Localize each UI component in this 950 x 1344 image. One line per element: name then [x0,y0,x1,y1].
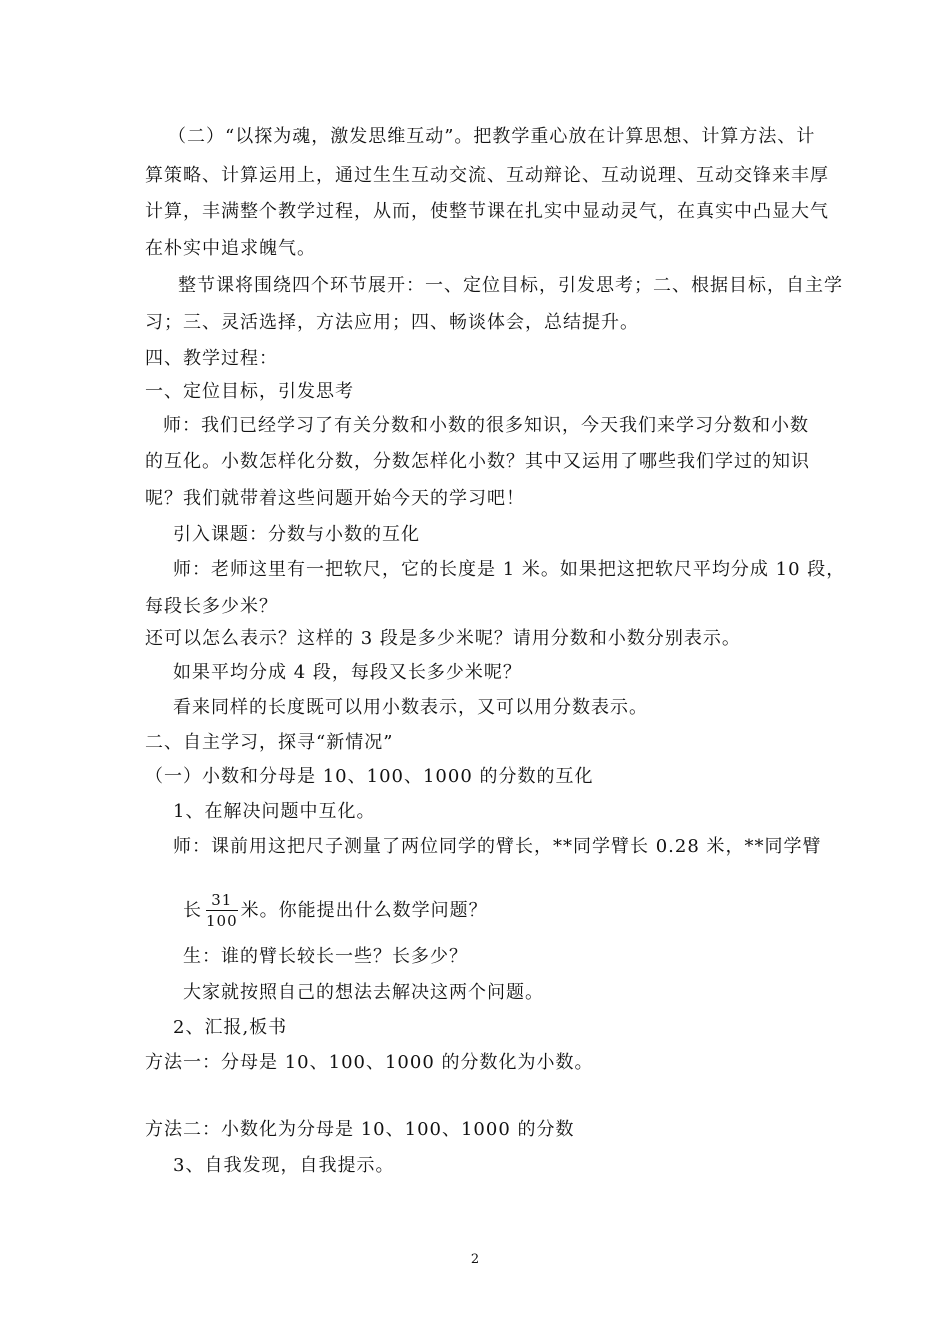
paragraph-line: 还可以怎么表示？这样的 3 段是多少米呢？请用分数和小数分别表示。 [145,628,741,649]
paragraph-line: 2、汇报,板书 [173,1017,288,1038]
paragraph-line: 在朴实中追求魄气。 [145,238,316,259]
paragraph-line: 3、自我发现，自我提示。 [173,1155,395,1176]
fraction-prefix: 长 [183,900,202,921]
paragraph-line: 方法一：分母是 10、100、1000 的分数化为小数。 [145,1052,594,1073]
paragraph-line: 整节课将围绕四个环节展开：一、定位目标，引发思考；二、根据目标，自主学 [178,275,843,296]
section-heading: 四、教学过程： [145,348,278,369]
paragraph-line: 大家就按照自己的想法去解决这两个问题。 [183,982,544,1003]
fraction-denominator: 100 [206,912,238,930]
fraction-question-line [183,889,488,933]
paragraph-line: 看来同样的长度既可以用小数表示，又可以用分数表示。 [173,697,648,718]
section-heading: 一、定位目标，引发思考 [145,381,354,402]
paragraph-line: 的互化。小数怎样化分数，分数怎样化小数？其中又运用了哪些我们学过的知识 [145,451,810,472]
paragraph-line: 生：谁的臂长较长一些？长多少？ [183,946,468,967]
paragraph-line: 计算，丰满整个教学过程，从而，使整节课在扎实中显动灵气，在真实中凸显大气 [145,201,829,222]
paragraph-line: 师：我们已经学习了有关分数和小数的很多知识，今天我们来学习分数和小数 [163,415,809,436]
fraction-suffix: 米。你能提出什么数学问题？ [240,900,488,921]
fraction-numerator: 31 [206,892,238,911]
paragraph-line: 师：老师这里有一把软尺，它的长度是 1 米。如果把这把软尺平均分成 10 段， [173,559,846,580]
paragraph-line: （二）“以探为魂，激发思维互动”。把教学重心放在计算思想、计算方法、计 [168,126,816,147]
paragraph-line: 1、在解决问题中互化。 [173,801,376,822]
paragraph-line: 呢？我们就带着这些问题开始今天的学习吧！ [145,488,525,509]
page-number: 2 [470,1252,480,1267]
paragraph-line: 引入课题：分数与小数的互化 [173,524,420,545]
paragraph-line: 算策略、计算运用上，通过生生互动交流、互动辩论、互动说理、互动交锋来丰厚 [145,165,829,186]
fraction-31-100 [206,892,238,930]
paragraph-line: 每段长多少米？ [145,596,278,617]
paragraph-line: 师：课前用这把尺子测量了两位同学的臂长，**同学臂长 0.28 米，**同学臂 [173,836,822,857]
paragraph-line: 方法二：小数化为分母是 10、100、1000 的分数 [145,1119,575,1140]
paragraph-line: 习；三、灵活选择，方法应用；四、畅谈体会，总结提升。 [145,312,639,333]
paragraph-line: 如果平均分成 4 段，每段又长多少米呢？ [173,662,522,683]
section-heading: 二、自主学习，探寻“新情况” [145,732,394,753]
subsection-heading: （一）小数和分母是 10、100、1000 的分数的互化 [145,766,594,787]
